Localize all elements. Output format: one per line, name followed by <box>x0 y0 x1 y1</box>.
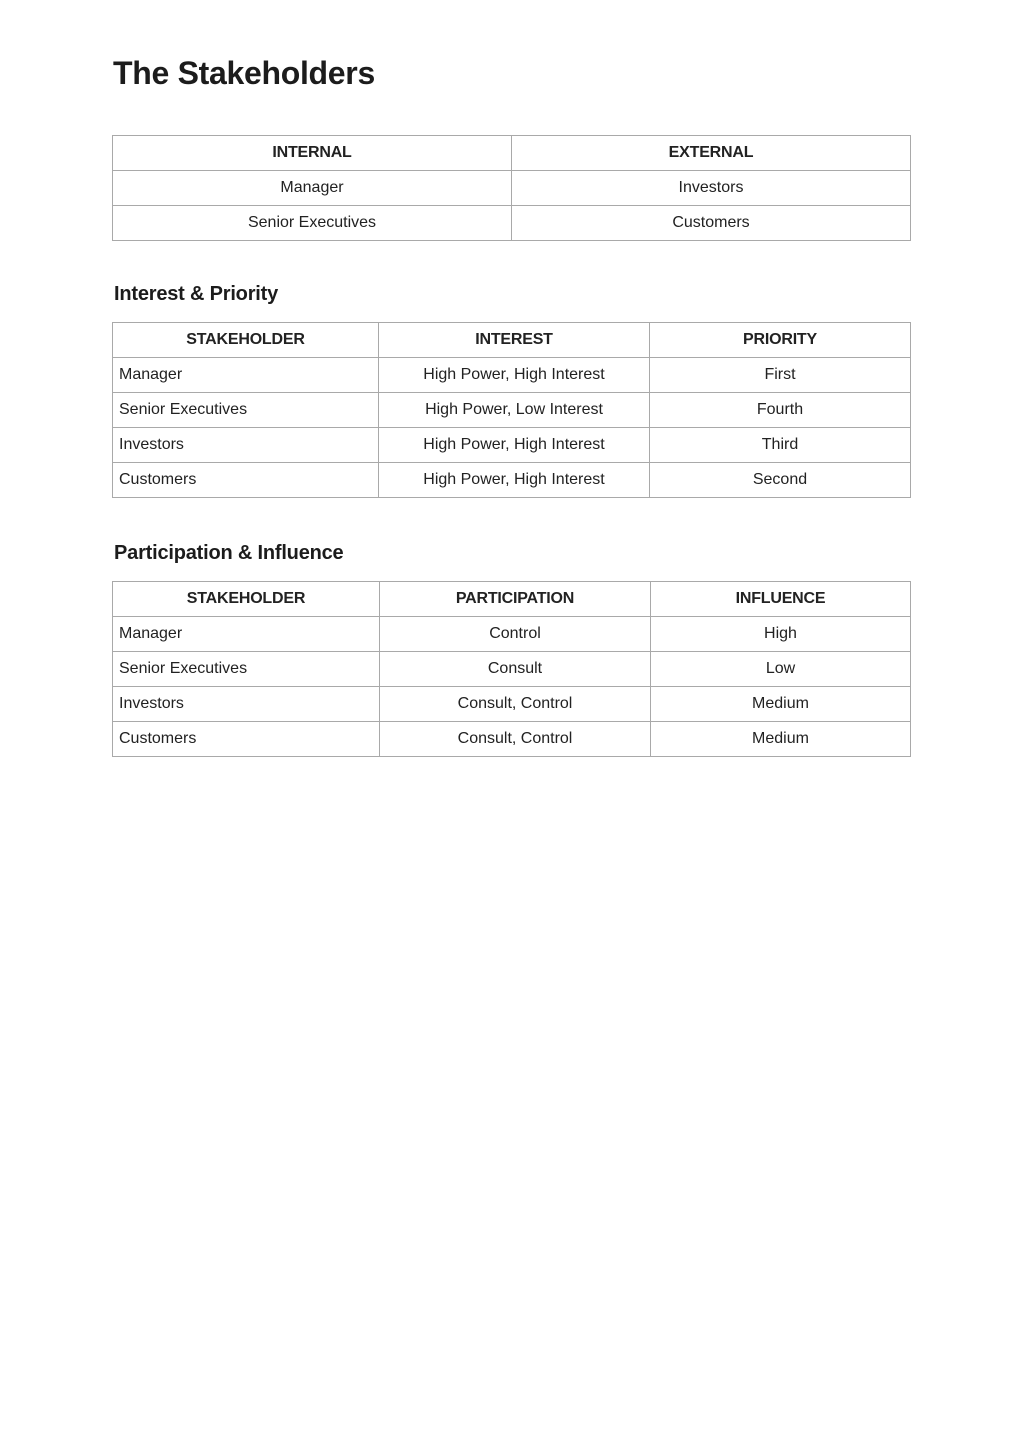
table-cell: Consult, Control <box>380 722 651 757</box>
table-cell: Manager <box>113 617 380 652</box>
header-influence: INFLUENCE <box>651 582 911 617</box>
table-row <box>113 393 911 428</box>
table-header-row <box>113 582 911 617</box>
table-cell: Investors <box>113 687 380 722</box>
table-cell: High <box>651 617 911 652</box>
table-row <box>113 722 911 757</box>
header-external: EXTERNAL <box>512 136 911 171</box>
interest-priority-table <box>112 322 911 498</box>
table-cell: High Power, Low Interest <box>379 393 650 428</box>
table-cell: Customers <box>512 206 911 241</box>
section-heading-interest: Interest & Priority <box>114 283 279 305</box>
table-row <box>113 463 911 498</box>
table-cell: High Power, High Interest <box>379 428 650 463</box>
section-heading-participation: Participation & Influence <box>114 542 344 564</box>
table-cell: High Power, High Interest <box>379 463 650 498</box>
stakeholders-table <box>112 135 911 241</box>
header-stakeholder: STAKEHOLDER <box>113 582 380 617</box>
table-row <box>113 652 911 687</box>
table-row <box>113 617 911 652</box>
table-row <box>113 687 911 722</box>
table-cell: Manager <box>113 171 512 206</box>
table-cell: Control <box>380 617 651 652</box>
table-cell: Customers <box>113 463 379 498</box>
table-cell: High Power, High Interest <box>379 358 650 393</box>
table-cell: Fourth <box>650 393 911 428</box>
table-cell: Consult, Control <box>380 687 651 722</box>
header-priority: PRIORITY <box>650 323 911 358</box>
table-row <box>113 171 911 206</box>
table-cell: Third <box>650 428 911 463</box>
table-cell: Senior Executives <box>113 393 379 428</box>
table-cell: Manager <box>113 358 379 393</box>
page-title: The Stakeholders <box>113 55 375 91</box>
header-participation: PARTICIPATION <box>380 582 651 617</box>
header-internal: INTERNAL <box>113 136 512 171</box>
table-cell: Investors <box>512 171 911 206</box>
table-cell: Senior Executives <box>113 652 380 687</box>
table-cell: Investors <box>113 428 379 463</box>
table-header-row <box>113 136 911 171</box>
participation-influence-table <box>112 581 911 757</box>
header-stakeholder: STAKEHOLDER <box>113 323 379 358</box>
table-cell: First <box>650 358 911 393</box>
table-cell: Medium <box>651 687 911 722</box>
table-row <box>113 358 911 393</box>
table-header-row <box>113 323 911 358</box>
table-cell: Low <box>651 652 911 687</box>
table-cell: Consult <box>380 652 651 687</box>
table-cell: Senior Executives <box>113 206 512 241</box>
table-cell: Second <box>650 463 911 498</box>
table-row <box>113 206 911 241</box>
table-cell: Medium <box>651 722 911 757</box>
header-interest: INTEREST <box>379 323 650 358</box>
table-cell: Customers <box>113 722 380 757</box>
table-row <box>113 428 911 463</box>
